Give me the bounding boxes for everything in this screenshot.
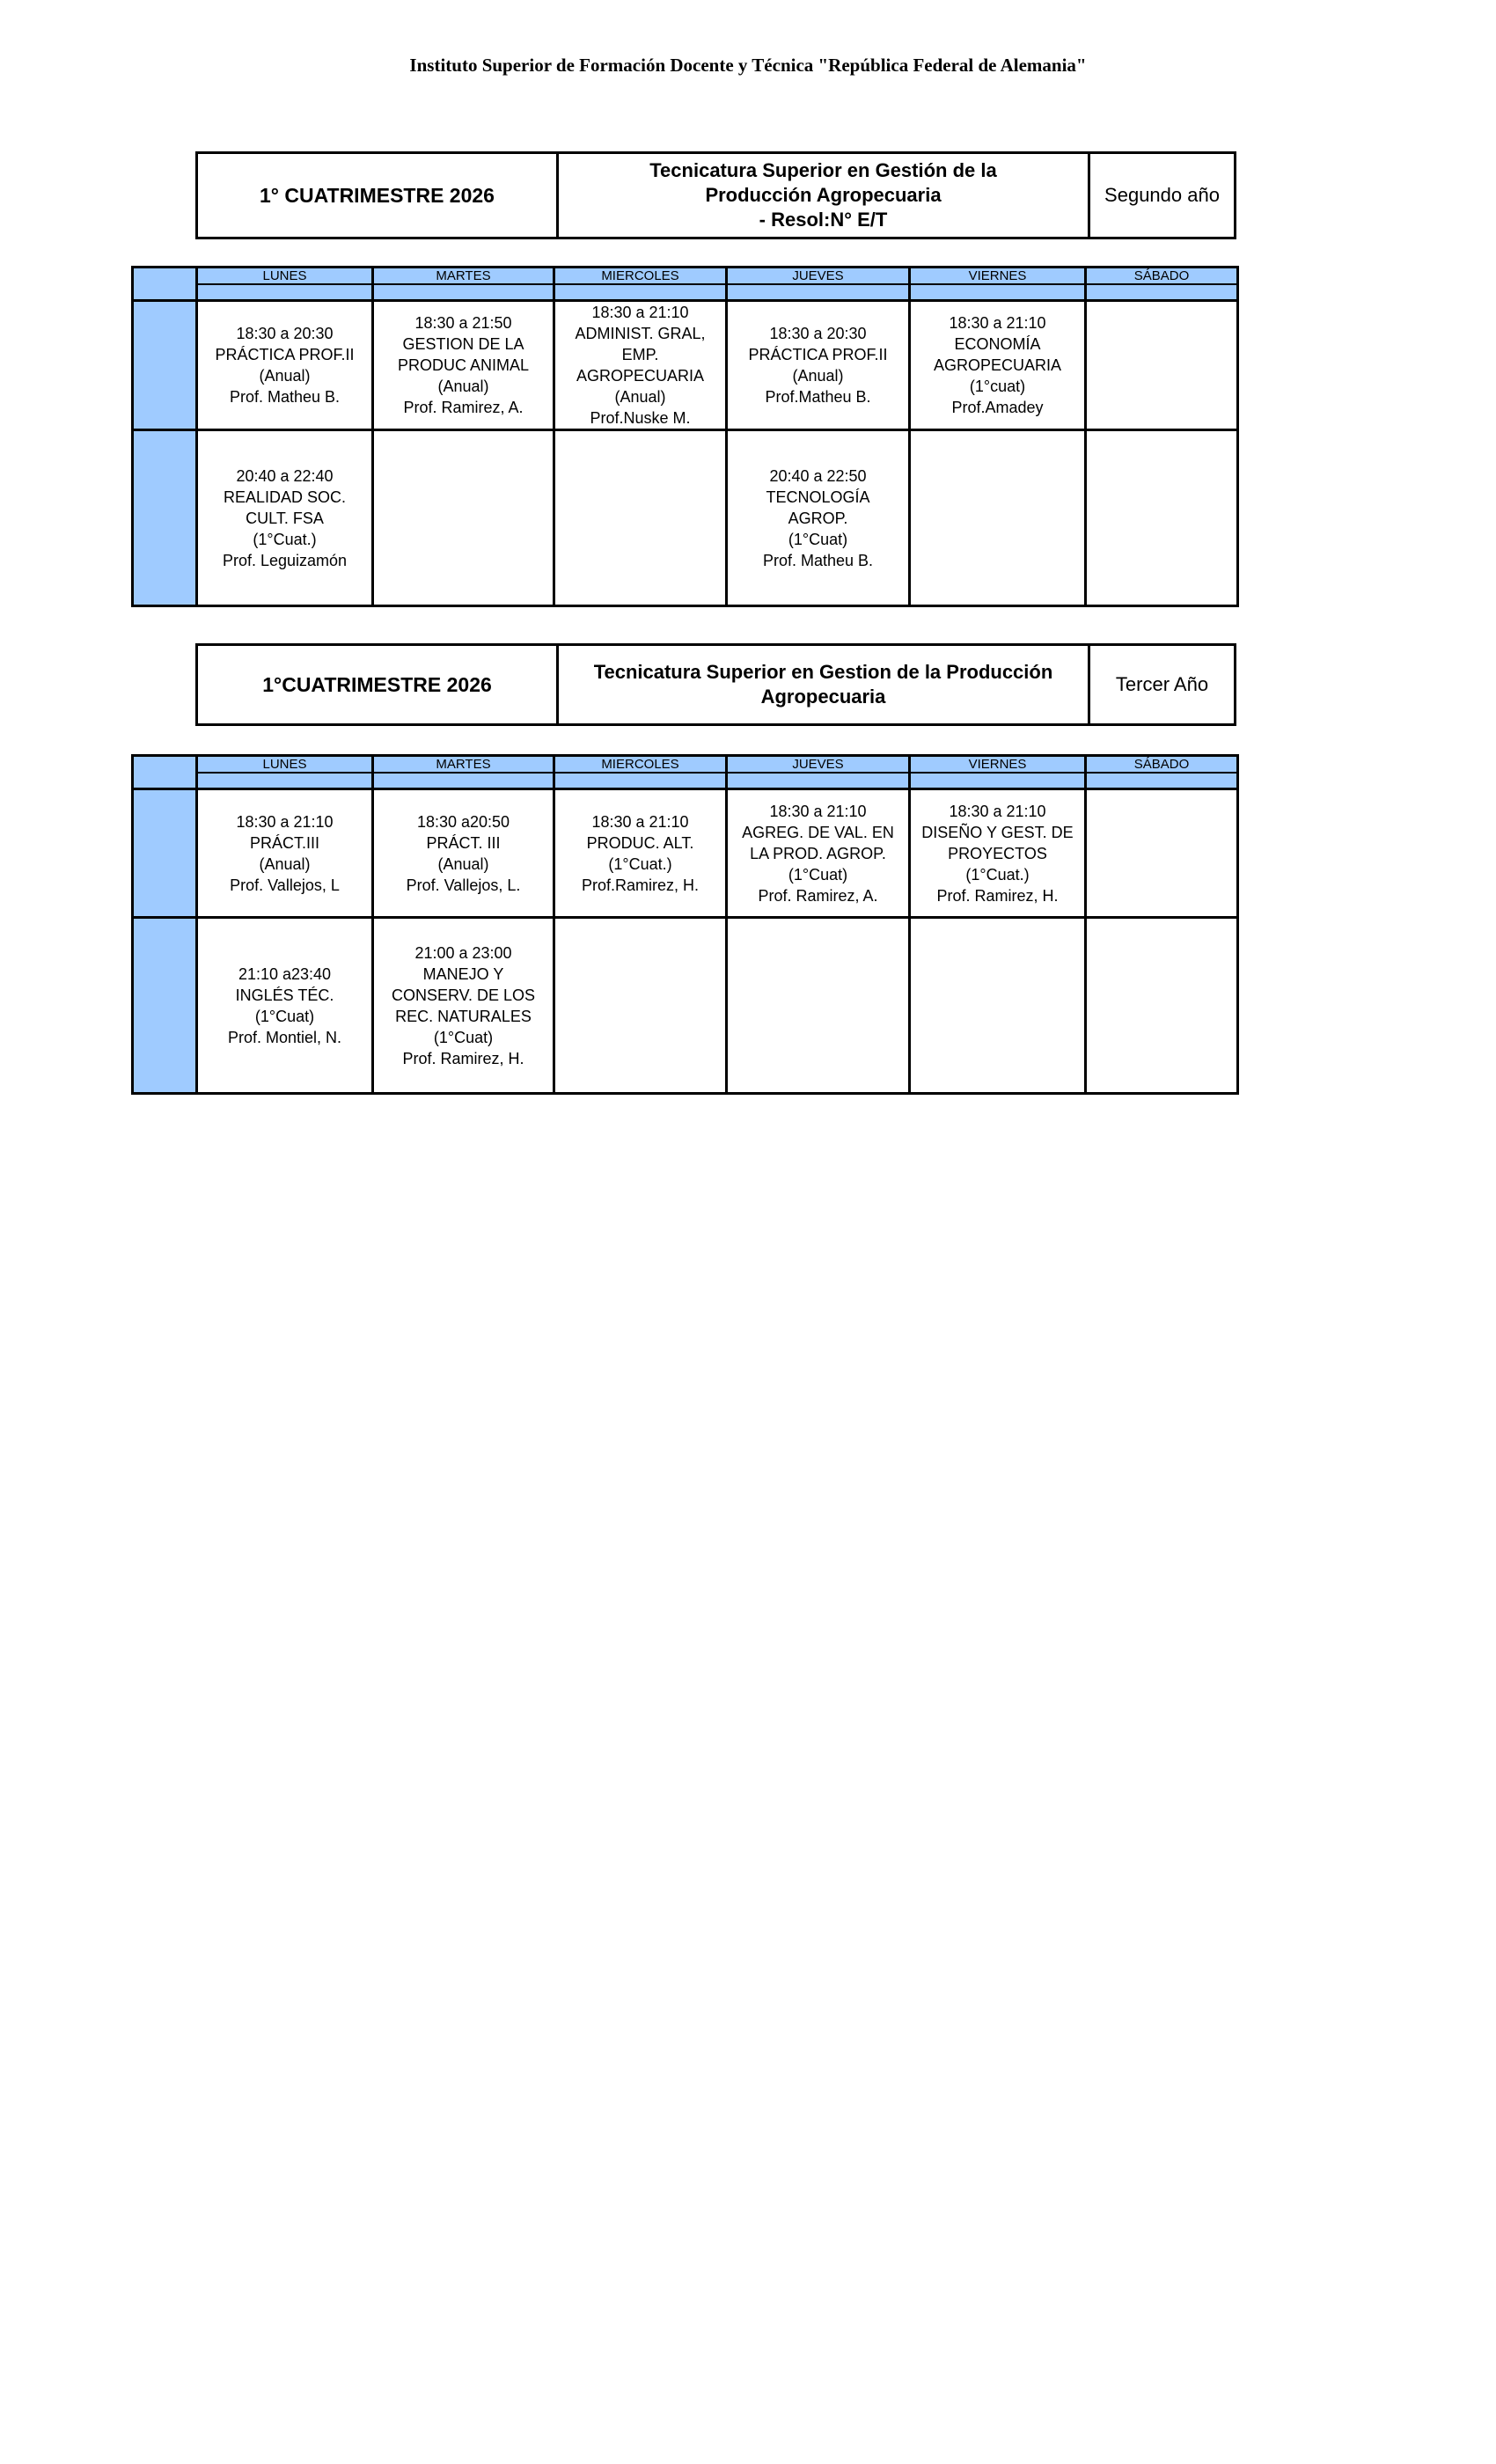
class-cell-line: TECNOLOGÍA: [766, 488, 870, 506]
program-title-line: Tecnicatura Superior en Gestión de la: [649, 159, 997, 181]
blank-row: [133, 773, 1238, 789]
class-cell-line: (1°Cuat.): [965, 865, 1030, 884]
class-cell-line: 18:30 a20:50: [416, 812, 510, 831]
class-cell-line: PRÁCT.III: [249, 833, 319, 852]
class-cell: [197, 430, 373, 606]
program-title: [556, 154, 1088, 237]
class-cell: [373, 918, 554, 1094]
side-cell: [133, 756, 197, 789]
empty-cell: [910, 430, 1086, 606]
class-cell-line: AGROPECUARIA: [576, 367, 705, 385]
class-cell-line: 18:30 a 21:10: [949, 314, 1046, 332]
class-cell-line: INGLÉS TÉC.: [235, 986, 334, 1004]
day-header: LUNES: [197, 756, 373, 774]
class-cell-line: Prof. Vallejos, L: [230, 876, 340, 894]
class-cell: [910, 301, 1086, 430]
class-cell-line: LA PROD. AGROP.: [750, 844, 886, 862]
class-cell-line: Prof. Matheu B.: [229, 388, 341, 406]
class-cell-line: 21:00 a 23:00: [414, 943, 512, 962]
class-cell-line: GESTION DE LA: [402, 335, 524, 353]
class-cell-line: (1°Cuat): [433, 1028, 494, 1046]
day-header: JUEVES: [727, 268, 910, 285]
institution-title: Instituto Superior de Formación Docente y Técnica "República Federal de Alemania": [409, 55, 1087, 76]
class-cell-line: 18:30 a 21:50: [414, 314, 512, 332]
class-cell-line: (Anual): [437, 854, 489, 873]
class-cell-line: AGROPECUARIA: [933, 356, 1062, 374]
class-cell: [373, 301, 554, 430]
class-cell: [554, 789, 727, 918]
program-title-line: Tecnicatura Superior en Gestion de la Producción: [593, 661, 1053, 683]
empty-cell: [1086, 430, 1238, 606]
class-cell-line: 21:10 a23:40: [238, 964, 332, 983]
empty-cell: [1086, 789, 1238, 918]
empty-cell: [554, 918, 727, 1094]
class-cell-line: DISEÑO Y GEST. DE: [921, 823, 1074, 841]
time-slot-row: [133, 789, 1238, 918]
class-cell: [197, 918, 373, 1094]
class-cell-line: 18:30 a 21:10: [591, 304, 689, 321]
program-title-line: Agropecuaria: [760, 686, 886, 708]
class-cell: [373, 789, 554, 918]
class-cell-line: REALIDAD SOC.: [223, 488, 347, 506]
class-cell: [910, 789, 1086, 918]
empty-cell: [1086, 918, 1238, 1094]
program-title-line: - Resol:N° E/T: [759, 209, 888, 231]
day-header: MARTES: [373, 268, 554, 285]
class-cell-line: AGROP.: [788, 509, 848, 527]
class-cell: [727, 301, 910, 430]
side-cell: [133, 789, 197, 918]
class-cell-line: ADMINIST. GRAL,: [575, 325, 706, 342]
side-cell: [133, 301, 197, 430]
schedule-header-2: [195, 643, 1236, 726]
class-cell-line: (Anual): [614, 388, 666, 406]
day-header: MIERCOLES: [554, 268, 727, 285]
class-cell-line: (1°Cuat.): [608, 854, 672, 873]
class-cell: [727, 789, 910, 918]
empty-cell: [373, 430, 554, 606]
class-cell-line: 18:30 a 21:10: [591, 812, 689, 831]
class-cell-line: Prof. Leguizamón: [222, 551, 348, 569]
class-cell-line: Prof. Ramirez, H.: [402, 1049, 524, 1067]
day-header-row: [133, 756, 1238, 774]
class-cell-line: Prof.Ramirez, H.: [581, 876, 700, 894]
day-header: MIERCOLES: [554, 756, 727, 774]
class-cell-line: EMP.: [621, 346, 659, 363]
program-title: [556, 646, 1088, 723]
schedule-table-1: [131, 266, 1239, 607]
class-cell-line: PRODUC ANIMAL: [397, 356, 530, 374]
class-cell-line: Prof. Vallejos, L.: [406, 876, 521, 894]
class-cell-line: (Anual): [792, 367, 844, 385]
time-slot-row: [133, 301, 1238, 430]
class-cell-line: (1°Cuat.): [253, 530, 317, 548]
class-cell-line: CONSERV. DE LOS: [391, 986, 536, 1004]
class-cell-line: Prof.Amadey: [951, 399, 1044, 416]
year-label: Tercer Año: [1088, 646, 1234, 723]
class-cell: [727, 430, 910, 606]
class-cell-line: Prof. Matheu B.: [762, 551, 874, 569]
class-cell-line: Prof. Ramirez, A.: [403, 399, 524, 416]
day-header: VIERNES: [910, 756, 1086, 774]
class-cell-line: 18:30 a 21:10: [236, 812, 334, 831]
class-cell-line: PRODUC. ALT.: [586, 833, 694, 852]
day-header: JUEVES: [727, 756, 910, 774]
empty-cell: [727, 918, 910, 1094]
empty-cell: [910, 918, 1086, 1094]
class-cell-line: 18:30 a 21:10: [949, 802, 1046, 820]
day-header: LUNES: [197, 268, 373, 285]
side-cell: [133, 268, 197, 301]
class-cell: [554, 301, 727, 430]
class-cell-line: Prof. Montiel, N.: [227, 1028, 342, 1046]
day-header: MARTES: [373, 756, 554, 774]
program-title-line: Producción Agropecuaria: [705, 184, 942, 206]
empty-cell: [554, 430, 727, 606]
class-cell-line: REC. NATURALES: [395, 1007, 532, 1025]
class-cell-line: 18:30 a 20:30: [769, 325, 867, 342]
side-cell: [133, 918, 197, 1094]
day-header-row: [133, 268, 1238, 285]
day-header: SÁBADO: [1086, 268, 1238, 285]
class-cell-line: ECONOMÍA: [954, 335, 1041, 353]
blank-row: [133, 284, 1238, 301]
class-cell-line: PRÁCTICA PROF.II: [748, 346, 888, 363]
side-cell: [133, 430, 197, 606]
class-cell-line: MANEJO Y: [422, 964, 504, 983]
class-cell-line: (Anual): [259, 854, 311, 873]
class-cell-line: Prof. Ramirez, A.: [758, 886, 878, 905]
class-cell-line: 20:40 a 22:40: [236, 466, 334, 485]
day-header: SÁBADO: [1086, 756, 1238, 774]
class-cell-line: (Anual): [259, 367, 311, 385]
class-cell: [197, 789, 373, 918]
schedule-table-2: [131, 754, 1239, 1095]
class-cell-line: 18:30 a 21:10: [769, 802, 867, 820]
class-cell-line: AGREG. DE VAL. EN: [742, 823, 894, 841]
time-slot-row: [133, 430, 1238, 606]
class-cell-line: PRÁCTICA PROF.II: [215, 346, 355, 363]
class-cell-line: (1°Cuat): [788, 530, 848, 548]
class-cell-line: (1°Cuat): [254, 1007, 315, 1025]
class-cell: [197, 301, 373, 430]
term-label: 1°CUATRIMESTRE 2026: [262, 672, 492, 696]
empty-cell: [1086, 301, 1238, 430]
class-cell-line: (1°Cuat): [788, 865, 848, 884]
schedule-header-1: [195, 151, 1236, 239]
class-cell-line: (Anual): [437, 378, 489, 395]
class-cell-line: Prof. Ramirez, H.: [936, 886, 1059, 905]
year-label: Segundo año: [1088, 154, 1234, 237]
class-cell-line: CULT. FSA: [246, 509, 324, 527]
class-cell-line: PROYECTOS: [948, 844, 1047, 862]
class-cell-line: 20:40 a 22:50: [769, 466, 867, 485]
time-slot-row: [133, 918, 1238, 1094]
class-cell-line: Prof.Matheu B.: [765, 388, 871, 406]
term-label: 1° CUATRIMESTRE 2026: [260, 183, 495, 207]
class-cell-line: 18:30 a 20:30: [236, 325, 334, 342]
class-cell-line: (1°cuat): [969, 378, 1026, 395]
day-header: VIERNES: [910, 268, 1086, 285]
class-cell-line: Prof.Nuske M.: [590, 409, 691, 427]
class-cell-line: PRÁCT. III: [426, 833, 501, 852]
